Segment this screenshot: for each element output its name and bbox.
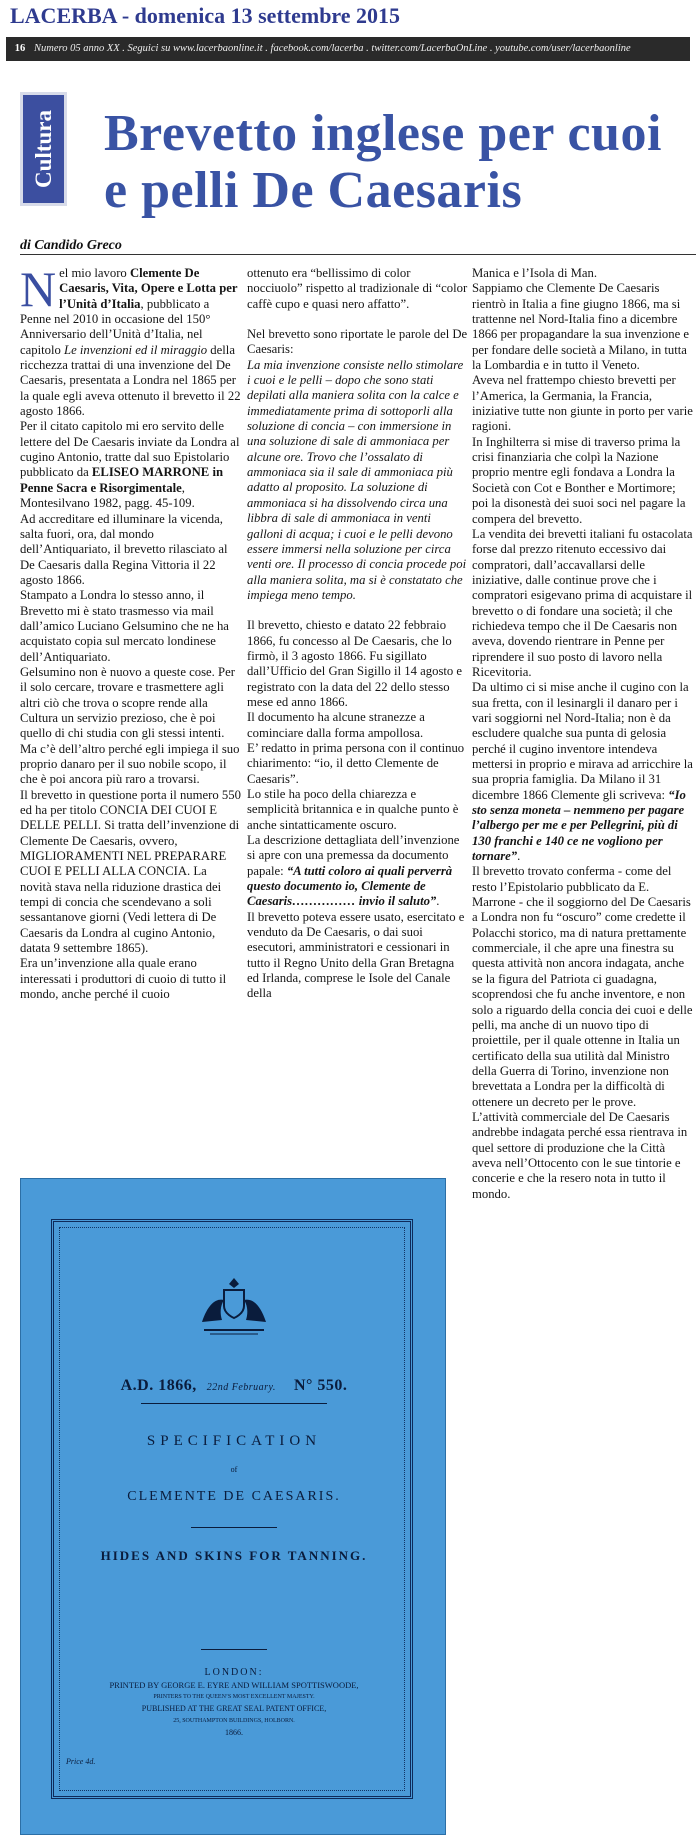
paragraph: Da ultimo ci si mise anche il cugino con la sua fretta, con il lesinargli il danaro per i vari soggiorni nel Nord-Italia; non è da escludere qualche sua punta di gelosia perché il cugino inventore intendeva mettersi in proprio e mirava ad arricchire la sua propria famiglia. Da Milano il 31 dicembre 1866 Clemente gli scriveva: “Io sto senza moneta – nemmeno per pagare l’albergo per me e per Pellegrini, più di 130 franchi e 140 ce ne vogliono per tornare”.: [472, 680, 693, 864]
patent-number-line: A.D. 1866, 22nd February. N° 550.: [120, 1377, 348, 1394]
paragraph: Aveva nel frattempo chiesto brevetti per l’America, la Germania, la Francia, iniziative tutte non giunte in porto per varie ragioni.: [472, 373, 693, 434]
paragraph: Sappiamo che Clemente De Caesaris rientrò in Italia a fine giugno 1866, ma si trattenne nel Nord-Italia fino a dicembre 1866 per propagandare la sua invenzione e per fondare delle società a Milano, in tutta la Lombardia e in tutto il Veneto.: [472, 281, 690, 373]
masthead: LACERBA - domenica 13 settembre 2015: [10, 3, 401, 28]
article-column-3: [472, 266, 693, 1202]
paragraph: La vendita dei brevetti italiani fu ostacolata forse dal prezzo ritenuto eccessivo dai compratori, dall’accavallarsi delle iniziative, dalle continue prove che i compratori esigevano prima di acquistare il brevetto o di fondare una società; il che richiedeva tempo che il De Caesaris non aveva, dovendo rientrare in Penne per riprendere il suo posto di lavoro nella Ricevitoria.: [472, 526, 693, 679]
patent-title: SPECIFICATION: [146, 1433, 322, 1449]
paragraph: Il brevetto poteva essere usato, esercitato e venduto da De Caesaris, o dai suoi esecutori, amministratori e cessionari in tutto il Regno Unito della Gran Bretagna ed Irlanda, comprese le Isole del Canale della: [247, 909, 465, 1001]
section-label-box: [20, 92, 67, 206]
byline: di Candido Greco: [20, 238, 122, 253]
paragraph: Ma c’è dell’altro perché egli impiega il suo proprio danaro per il suo nobile scopo, il che è poi ancora più raro a trovarsi.: [20, 741, 240, 787]
patent-of: of: [230, 1465, 238, 1474]
paragraph: Stampato a Londra lo stesso anno, il Brevetto mi è stato trasmesso via mail dall’amico Luciano Gelsumino che ne ha acquistato copia sul mercato londinese dell’Antiquariato.: [20, 588, 229, 664]
paragraph: In Inghilterra si mise di traverso prima la crisi finanziaria che colpì la Nazione proprio mentre egli fondava a Londra la Società con Cot e Bonther e Mortimore; poi la disonestà dei suoi soci nel pagare la compera del brevetto.: [472, 434, 686, 526]
patent-subject: HIDES AND SKINS FOR TANNING.: [100, 1548, 368, 1563]
paragraph: ottenuto era “bellissimo di color nocciuolo” rispetto al tradizionale di “color caffè cupo e quasi nero affatto”.: [247, 266, 468, 311]
paragraph: Manica e l’Isola di Man.: [472, 266, 598, 280]
paragraph: Ad accreditare ed illuminare la vicenda, salta fuori, ora, dal mondo dell’Antiquariato, il brevetto rilasciato al De Caesaris dalla Regina Vittoria il 22 agosto 1866.: [20, 511, 228, 587]
patent-price: Price 4d.: [66, 1757, 96, 1766]
divider: [201, 1649, 267, 1650]
paragraph: La descrizione dettagliata dell’invenzione si apre con una premessa da documento papale: “A tutti coloro ai quali perverrà questo documento io, Clemente de Caesaris…………… invio il saluto”.: [247, 833, 460, 909]
paragraph: Il brevetto, chiesto e datato 22 febbraio 1866, fu concesso al De Caesaris, che lo firmò, il 3 agosto 1866. Fu sigillato dall’Ufficio del Gran Sigillo il 14 agosto e registrato con la data del 22 dello stesso mese ed anno 1866.: [247, 618, 463, 709]
patent-inventor: CLEMENTE DE CAESARIS.: [127, 1489, 341, 1504]
paragraph: Il brevetto trovato conferma - come del resto l’Epistolario pubblicato da E. Marrone - che il soggiorno del De Caesaris a Londra non fu “oscuro” come credette il Polacchi storico, ma di natura prettamente commerciale, il che apre una finestra su questa attività non ancora indagata, anche se la figura del Patriota ci guadagna, scoprendosi che fu anche inventore, e non solo a riguardo della concia dei cuoi e delle pelli, ma anche di un nuovo tipo di proiettile, per il quale ottenne in Italia un certificato della sua utilità dal Ministro della Guerra di Torino, invenzione non brevettata a Londra per la difficoltà di ottenere un decreto per le prove.: [472, 864, 693, 1109]
paragraph: E’ redatto in prima persona con il continuo chiarimento: “io, il detto Clemente de Caesaris”.: [247, 740, 465, 786]
article-column-2: [247, 266, 468, 1002]
paragraph: Il documento ha alcune stranezze a cominciare dalla forma ampollosa.: [247, 710, 425, 740]
social-links: Numero 05 anno XX . Seguici su www.lacerbaonline.it . facebook.com/lacerba . twitter.com/LacerbaOnLine . youtube.com/user/lacerbaonline: [34, 43, 631, 54]
article-column-1: [20, 261, 241, 1003]
paragraph: Era un’invenzione alla quale erano interessati i produttori di cuoio di tutto il mondo, anche perché il cuoio: [20, 956, 227, 1002]
paragraph: Nel brevetto sono riportate le parole del De Caesaris:: [247, 327, 468, 357]
drop-cap: N: [20, 261, 57, 317]
top-bar: [6, 37, 690, 61]
divider: [20, 254, 696, 255]
page-number: 16: [14, 43, 26, 54]
divider: [191, 1527, 277, 1528]
divider: [141, 1403, 327, 1404]
paragraph: Il brevetto in questione porta il numero 550 ed ha per titolo CONCIA DEI CUOI E DELLE PELLI. Si tratta dell’invenzione di Clemente De Caesaris, ovvero, MIGLIORAMENTI NEL PREPARARE CUOI E PELLI ALLA CONCIA. La novità stava nella riduzione drastica dei tempi di concia che scendevano a soli sessantanove giorni (Vedi lettera di De Caesaris da Londra al cugino Antonio, datata 9 settembre 1865).: [20, 787, 241, 956]
royal-coat-of-arms-icon: [194, 1276, 274, 1338]
quote-paragraph: La mia invenzione consiste nello stimolare i cuoi e le pelli – dopo che sono stati depilati alla maniera solita con la calce e immediatamente prima di sottoporli alla soluzione di concia – con immersione in una soluzione di sale di ammoniaca per alcune ore. Trovo che l’ossalato di ammoniaca sia il sale di ammoniaca più adatto al proposito. La soluzione di ammoniaca si ha dissolvendo circa una libbra di sale di ammoniaca in venti galloni di acqua; i cuoi e le pelli devono essere immersi nella soluzione per circa venti ore. Il processo di concia procede poi alla maniera solita, ma si è constatato che impiega meno tempo.: [247, 357, 467, 602]
paragraph: Lo stile ha poco della chiarezza e semplicità britannica e in qualche punto è anche sintatticamente oscuro.: [247, 787, 459, 832]
paragraph: L’attività commerciale del De Caesaris andrebbe indagata perché essa rientrava in quel settore di produzione che la Città aveva nell’Ottocento con le sue tintorie e concerie e che la resero nota in tutto il mondo.: [472, 1109, 688, 1201]
section-label: Cultura: [30, 110, 56, 188]
paragraph: Nel mio lavoro Clemente De Caesaris, Vita, Opere e Lotta per l’Unità d’Italia, pubblicato a Penne nel 2010 in occasione del 150° Anniversario dell’Unità d’Italia, nel capitolo Le invenzioni ed il miraggio della ricchezza trattai di una invenzione del De Caesaris, presentata a Londra nel 1865 per la quale egli aveva ottenuto il brevetto il 22 agosto 1866.: [20, 261, 241, 419]
article-headline: Brevetto inglese per cuoi e pelli De Caesaris: [104, 105, 662, 219]
paragraph: Per il citato capitolo mi ero servito delle lettere del De Caesaris inviate da Londra al cugino Antonio, tratte dal suo Epistolario pubblicato da ELISEO MARRONE in Penne Sacra e Risorgimentale, Montesilvano 1982, pagg. 45-109.: [20, 419, 240, 511]
paragraph: Gelsumino non è nuovo a queste cose. Per il solo cercare, trovare e trasmettere agli altri ciò che trova o scopre rende alla Cultura un servizio prezioso, che è poi quello di chi studia con gli stessi intenti.: [20, 664, 235, 741]
patent-imprint: LONDON: PRINTED BY GEORGE E. EYRE AND WILLIAM SPOTTISWOODE, PRINTERS TO THE QUEEN’S MOST EXCELLENT MAJESTY. PUBLISHED AT THE GREAT SEAL PATENT OFFICE, 25, SOUTHAMPTON BUILDINGS, HOLBORN. 1866.: [109, 1667, 359, 1737]
patent-cover-image: [20, 1178, 446, 1835]
